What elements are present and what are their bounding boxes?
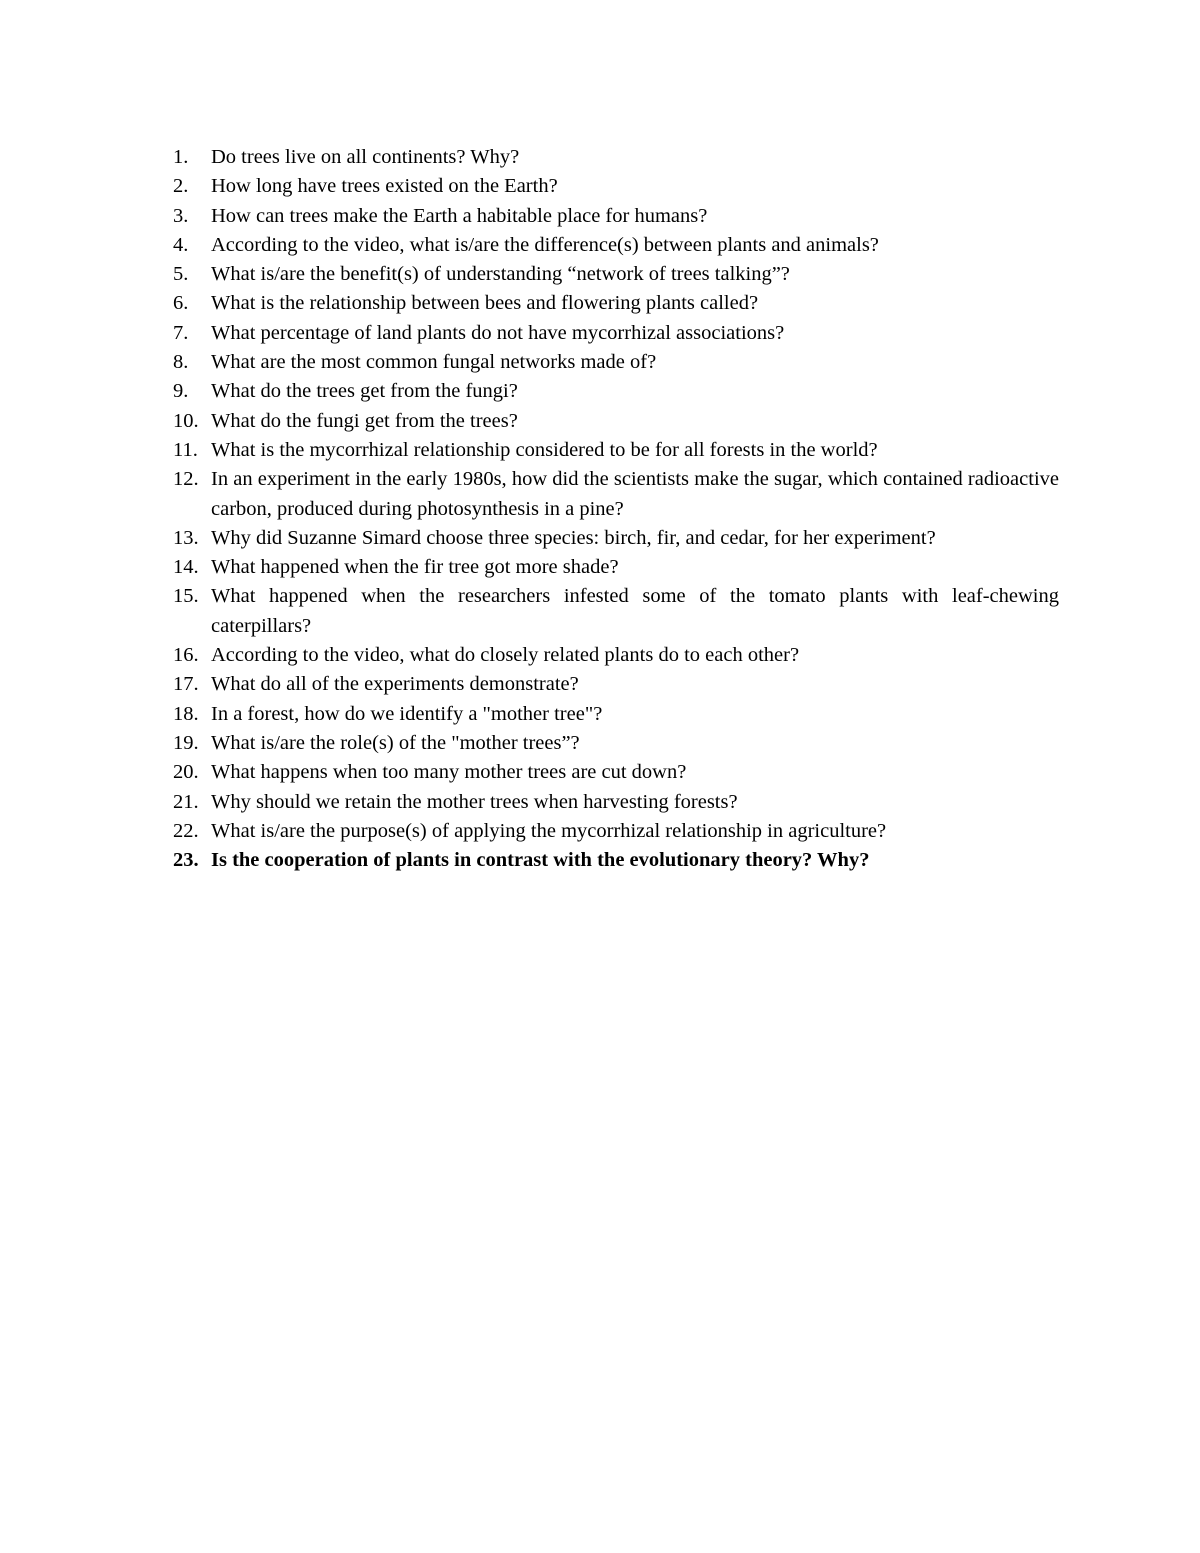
question-number: 20. — [173, 761, 199, 784]
question-number: 15. — [173, 585, 199, 608]
question-number: 23. — [173, 849, 199, 872]
question-list — [173, 143, 1059, 875]
question-number: 1. — [173, 146, 189, 168]
question-item — [173, 582, 1059, 641]
question-item — [173, 700, 1059, 729]
question-text: What are the most common fungal networks made of? — [211, 351, 657, 374]
question-item — [173, 729, 1059, 758]
question-item — [173, 465, 1059, 524]
question-item — [173, 172, 1059, 201]
question-item — [173, 846, 1059, 875]
question-item — [173, 143, 1059, 172]
question-number: 3. — [173, 204, 189, 227]
question-text: Why should we retain the mother trees when harvesting forests? — [211, 790, 738, 813]
question-number: 8. — [173, 351, 189, 374]
question-text: According to the video, what do closely related plants do to each other? — [211, 644, 800, 667]
question-text: What percentage of land plants do not have mycorrhizal associations? — [211, 321, 785, 344]
question-text: What happened when the fir tree got more shade? — [211, 556, 619, 579]
question-item — [173, 231, 1059, 260]
question-number: 13. — [173, 526, 199, 549]
question-number: 14. — [173, 556, 199, 579]
question-text: What happened when the researchers infested some of the tomato plants with leaf-chewing caterpillars? — [211, 585, 1059, 637]
question-number: 12. — [173, 468, 199, 491]
question-text: How can trees make the Earth a habitable place for humans? — [211, 204, 708, 227]
question-number: 19. — [173, 731, 199, 754]
question-number: 4. — [173, 233, 189, 256]
question-item — [173, 758, 1059, 787]
question-number: 18. — [173, 702, 199, 725]
question-text: What is/are the role(s) of the "mother trees”? — [211, 731, 580, 754]
question-item — [173, 260, 1059, 289]
question-text: What is/are the benefit(s) of understanding “network of trees talking”? — [211, 263, 790, 286]
question-number: 16. — [173, 644, 199, 667]
question-text: What do the fungi get from the trees? — [211, 409, 518, 432]
question-item — [173, 319, 1059, 348]
question-number: 11. — [173, 438, 198, 461]
question-item — [173, 524, 1059, 553]
question-item — [173, 641, 1059, 670]
question-text: What do the trees get from the fungi? — [211, 380, 518, 403]
question-item — [173, 553, 1059, 582]
question-text: What is the mycorrhizal relationship considered to be for all forests in the world? — [211, 438, 878, 461]
question-number: 22. — [173, 819, 199, 842]
question-item — [173, 289, 1059, 318]
question-text: What is/are the purpose(s) of applying the mycorrhizal relationship in agriculture? — [211, 819, 887, 842]
question-number: 2. — [173, 175, 189, 198]
question-text: What happens when too many mother trees are cut down? — [211, 761, 687, 784]
question-number: 6. — [173, 292, 189, 315]
question-item — [173, 788, 1059, 817]
question-text: What do all of the experiments demonstrate? — [211, 673, 579, 696]
question-item — [173, 436, 1059, 465]
question-number: 21. — [173, 790, 199, 813]
question-text: Do trees live on all continents? Why? — [211, 146, 520, 168]
question-item — [173, 202, 1059, 231]
question-number: 5. — [173, 263, 189, 286]
question-text: In an experiment in the early 1980s, how did the scientists make the sugar, which contained radioactive carbon, produced during photosynthesis in a pine? — [211, 468, 1059, 520]
question-text: What is the relationship between bees and flowering plants called? — [211, 292, 759, 315]
question-item — [173, 670, 1059, 699]
question-item — [173, 348, 1059, 377]
question-text: In a forest, how do we identify a "mother tree"? — [211, 702, 603, 725]
question-item — [173, 407, 1059, 436]
question-number: 17. — [173, 673, 199, 696]
question-number: 7. — [173, 321, 189, 344]
question-text: According to the video, what is/are the difference(s) between plants and animals? — [211, 233, 879, 256]
question-number: 9. — [173, 380, 189, 403]
question-item — [173, 817, 1059, 846]
question-text: Why did Suzanne Simard choose three species: birch, fir, and cedar, for her experiment? — [211, 526, 936, 549]
question-item — [173, 377, 1059, 406]
question-text: How long have trees existed on the Earth? — [211, 175, 558, 198]
question-text: Is the cooperation of plants in contrast with the evolutionary theory? Why? — [211, 849, 870, 872]
question-number: 10. — [173, 409, 199, 432]
